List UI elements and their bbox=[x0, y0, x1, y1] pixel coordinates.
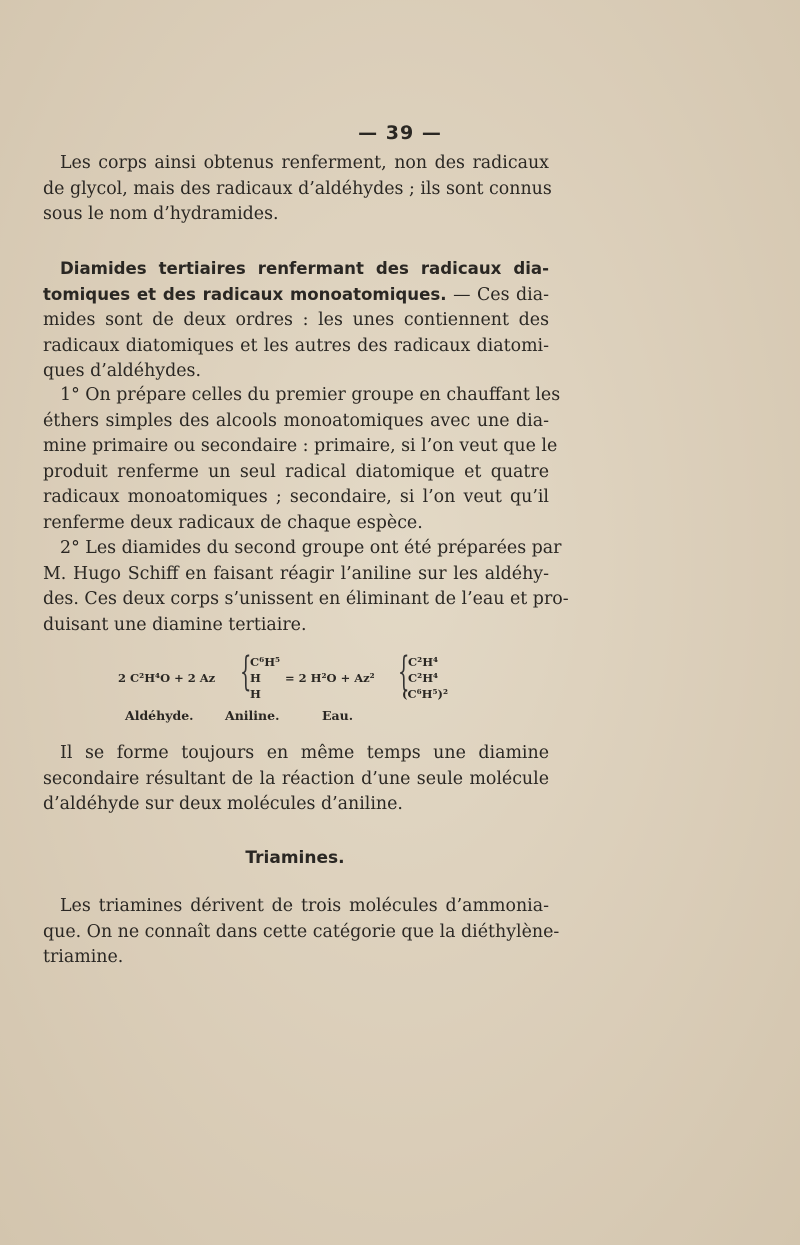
text-line: Les corps ainsi obtenus renferment, non des radicaux bbox=[60, 153, 549, 173]
label-aniline: Aniline. bbox=[225, 708, 280, 723]
text-line: produit renferme un seul radical diatomique et quatre bbox=[43, 461, 549, 482]
text-line: sous le nom d’hydramides. bbox=[43, 204, 279, 225]
aniline-mid: H bbox=[250, 671, 261, 685]
product-bot: (C⁶H⁵)² bbox=[402, 687, 449, 701]
section-title-line: Diamides tertiaires renfermant des radicaux dia- bbox=[60, 259, 549, 278]
text-line: radicaux monoatomiques ; secondaire, si l’on veut qu’il bbox=[43, 487, 549, 508]
text-line: radicaux diatomiques et les autres des radicaux diatomi- bbox=[43, 335, 549, 356]
text-line: 1° On prépare celles du premier groupe en chauffant les bbox=[60, 385, 561, 405]
text-line: renferme deux radicaux de chaque espèce. bbox=[43, 512, 423, 533]
text-line: duisant une diamine tertiaire. bbox=[43, 614, 307, 635]
text-line: Les triamines dérivent de trois molécules d’ammonia- bbox=[60, 896, 549, 916]
text-fragment: — Ces dia- bbox=[453, 284, 549, 305]
text-line: d’aldéhyde sur deux molécules d’aniline. bbox=[43, 794, 403, 815]
product-mid: C²H⁴ bbox=[408, 671, 439, 685]
brace-right: { bbox=[398, 649, 410, 695]
paragraph-second-groupe bbox=[43, 536, 569, 638]
text-line: Il se forme toujours en même temps une diamine bbox=[60, 743, 549, 763]
product-top: C²H⁴ bbox=[408, 655, 439, 669]
text-line: M. Hugo Schiff en faisant réagir l’aniline sur les aldéhy- bbox=[43, 563, 549, 584]
equation-middle: = 2 H²O + Az² bbox=[285, 671, 375, 685]
text-line: mine primaire ou secondaire : primaire, si l’on veut que le bbox=[43, 436, 558, 457]
label-aldehyde: Aldéhyde. bbox=[125, 708, 194, 723]
paragraph-premier-groupe bbox=[43, 383, 561, 537]
text-line: éthers simples des alcools monoatomiques avec une dia- bbox=[43, 410, 549, 431]
aniline-top: C⁶H⁵ bbox=[250, 655, 281, 669]
text-line: ques d’aldéhydes. bbox=[43, 361, 201, 382]
aniline-bot: H bbox=[250, 687, 261, 701]
paragraph-diamides-tertiaires bbox=[43, 256, 549, 385]
text-line bbox=[43, 282, 549, 309]
section-heading-triamines: Triamines. bbox=[245, 848, 345, 868]
text-line: triamine. bbox=[43, 947, 124, 968]
text-line: des. Ces deux corps s’unissent en éliminant de l’eau et pro- bbox=[43, 589, 569, 610]
text-line: 2° Les diamides du second groupe ont été préparées par bbox=[60, 538, 562, 558]
text-line: que. On ne connaît dans cette catégorie que la diéthylène- bbox=[43, 921, 560, 942]
section-title-line: tomiques et des radicaux monoatomiques. bbox=[43, 284, 447, 304]
page-number: — 39 — bbox=[358, 122, 442, 144]
text-line: de glycol, mais des radicaux d’aldéhydes ; ils sont connus bbox=[43, 178, 552, 199]
paragraph-hydramides bbox=[43, 151, 552, 228]
brace-left: { bbox=[240, 649, 252, 695]
text-line: secondaire résultant de la réaction d’une seule molécule bbox=[43, 768, 549, 789]
label-eau: Eau. bbox=[322, 708, 354, 723]
paragraph-diamine-secondaire bbox=[43, 741, 549, 818]
text-line: mides sont de deux ordres : les unes contiennent des bbox=[43, 310, 549, 331]
equation-left: 2 C²H⁴O + 2 Az bbox=[118, 671, 216, 685]
paragraph-triamines bbox=[43, 894, 560, 971]
